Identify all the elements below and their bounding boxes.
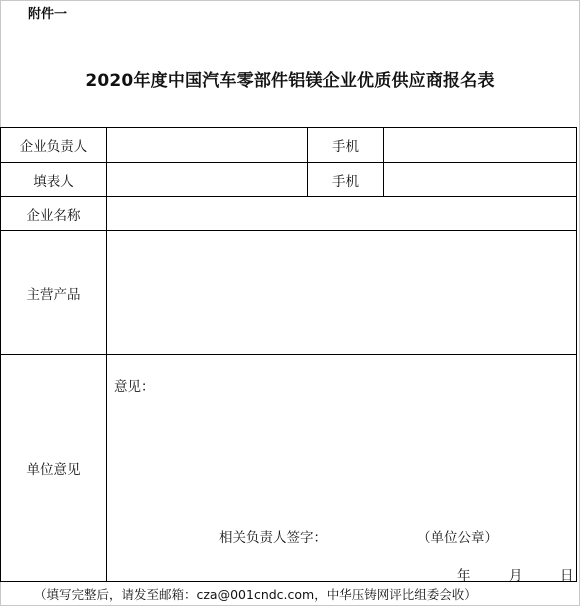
row-main-products <box>1 231 577 355</box>
unit-opinion-label: 单位意见 <box>1 355 107 582</box>
mobile-field-1[interactable] <box>384 128 577 163</box>
form-filler-label: 填表人 <box>1 163 107 197</box>
main-products-field[interactable] <box>107 231 577 355</box>
row-form-filler <box>1 163 577 197</box>
mobile-label-1: 手机 <box>308 128 384 163</box>
unit-seal-label: （单位公章） <box>417 530 498 546</box>
date-year-label: 年 <box>457 568 471 584</box>
unit-opinion-field[interactable] <box>107 355 577 582</box>
opinion-prefix: 意见： <box>114 379 155 395</box>
mobile-label-2: 手机 <box>308 163 384 197</box>
mobile-field-2[interactable] <box>384 163 577 197</box>
registration-form-table <box>0 127 577 582</box>
submission-note: （填写完整后，请发至邮箱：cza@001cndc.com，中华压铸网评比组委会收） <box>34 587 477 602</box>
signer-label: 相关负责人签字： <box>219 530 327 546</box>
enterprise-leader-label: 企业负责人 <box>1 128 107 163</box>
company-name-field[interactable] <box>107 197 577 231</box>
form-filler-field[interactable] <box>107 163 308 197</box>
main-products-label: 主营产品 <box>1 231 107 355</box>
company-name-label: 企业名称 <box>1 197 107 231</box>
attachment-label: 附件一 <box>28 7 68 22</box>
document-title: 2020年度中国汽车零部件铝镁企业优质供应商报名表 <box>85 71 495 91</box>
row-company-name <box>1 197 577 231</box>
row-unit-opinion <box>1 355 577 582</box>
date-month-label: 月 <box>509 568 523 584</box>
row-enterprise-leader <box>1 128 577 163</box>
date-day-label: 日 <box>560 568 574 584</box>
enterprise-leader-field[interactable] <box>107 128 308 163</box>
